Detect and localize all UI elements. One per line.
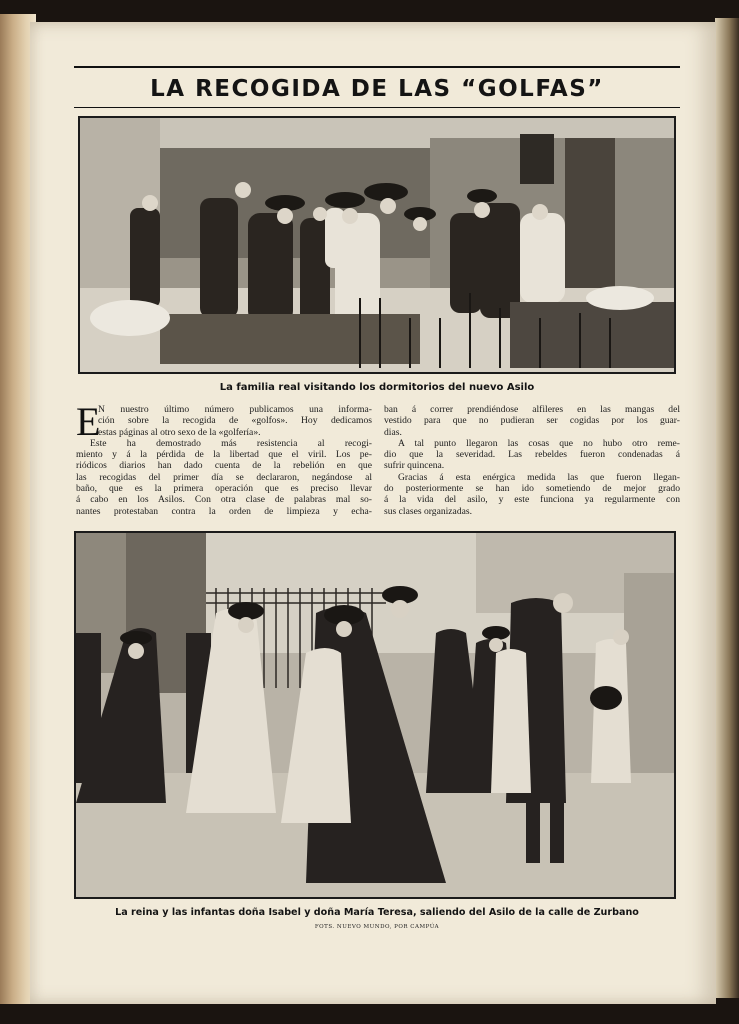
text-line: vestido para que no pudieran ser cogidas por los guar- — [384, 415, 680, 427]
text-line: miento y á la pérdida de la libertad que el viril. Los pe- — [76, 449, 372, 461]
book-spine-shadow — [715, 18, 739, 998]
photo-queen-leaving-asylum — [74, 531, 676, 899]
article-column-left — [76, 399, 372, 517]
article-column-right — [384, 404, 680, 517]
text-line: á la vida del asilo, y este funciona ya regularmente con — [384, 494, 680, 506]
drop-cap: E — [76, 399, 101, 444]
title-top-rule — [74, 66, 680, 68]
text-line: riódicos diarios han dado cuenta de la rebelión en que — [76, 460, 372, 472]
text-line: sus clases organizadas. — [384, 505, 473, 517]
text-line: do posteriormente se han ido sometiendo de mejor grado — [384, 483, 680, 495]
bottom-photo-caption: La reina y las infantas doña Isabel y doña María Teresa, saliendo del Asilo de la calle de Zurbano — [115, 907, 639, 918]
text-line: estas páginas al otro sexo de la «golfería». — [98, 426, 261, 438]
text-line: baño, que es la primera operación que es preciso llevar — [76, 483, 372, 495]
text-line: las recogidas del primer día se declararon, negándose al — [76, 471, 372, 483]
title-bottom-rule — [74, 107, 680, 108]
text-line: nantes protestaban contra la orden de limpieza y echa- — [76, 505, 372, 517]
top-photo-caption: La familia real visitando los dormitorios del nuevo Asilo — [219, 382, 535, 393]
text-line: sufrir quincena. — [384, 460, 445, 472]
text-line: ban á correr prendiéndose alfileres en las mangas del — [384, 404, 680, 415]
text-line: Gracias á esta enérgica medida las que fueron llegan- — [398, 471, 680, 483]
text-line: Este ha demostrado más resistencia al recogi- — [90, 437, 372, 449]
text-line: N nuestro último número publicamos una informa- — [98, 404, 372, 415]
text-line: dio que la severidad. Las rebeldes fueron condenadas á — [384, 449, 680, 461]
text-line: A tal punto llegaron las cosas que no hubo otro reme- — [398, 437, 680, 449]
photo-credit: FOTS. NUEVO MUNDO, POR CAMPÚA — [314, 924, 440, 930]
photo-dormitory-visit — [78, 116, 676, 374]
text-line: dias. — [384, 426, 402, 438]
text-line: á cabo en los Asilos. Con otra clase de palabras mal so- — [76, 494, 372, 506]
article-title: LA RECOGIDA DE LAS “GOLFAS” — [150, 76, 604, 102]
text-line: ción sobre la recogida de «golfos». Hoy dedicamos — [98, 415, 372, 427]
